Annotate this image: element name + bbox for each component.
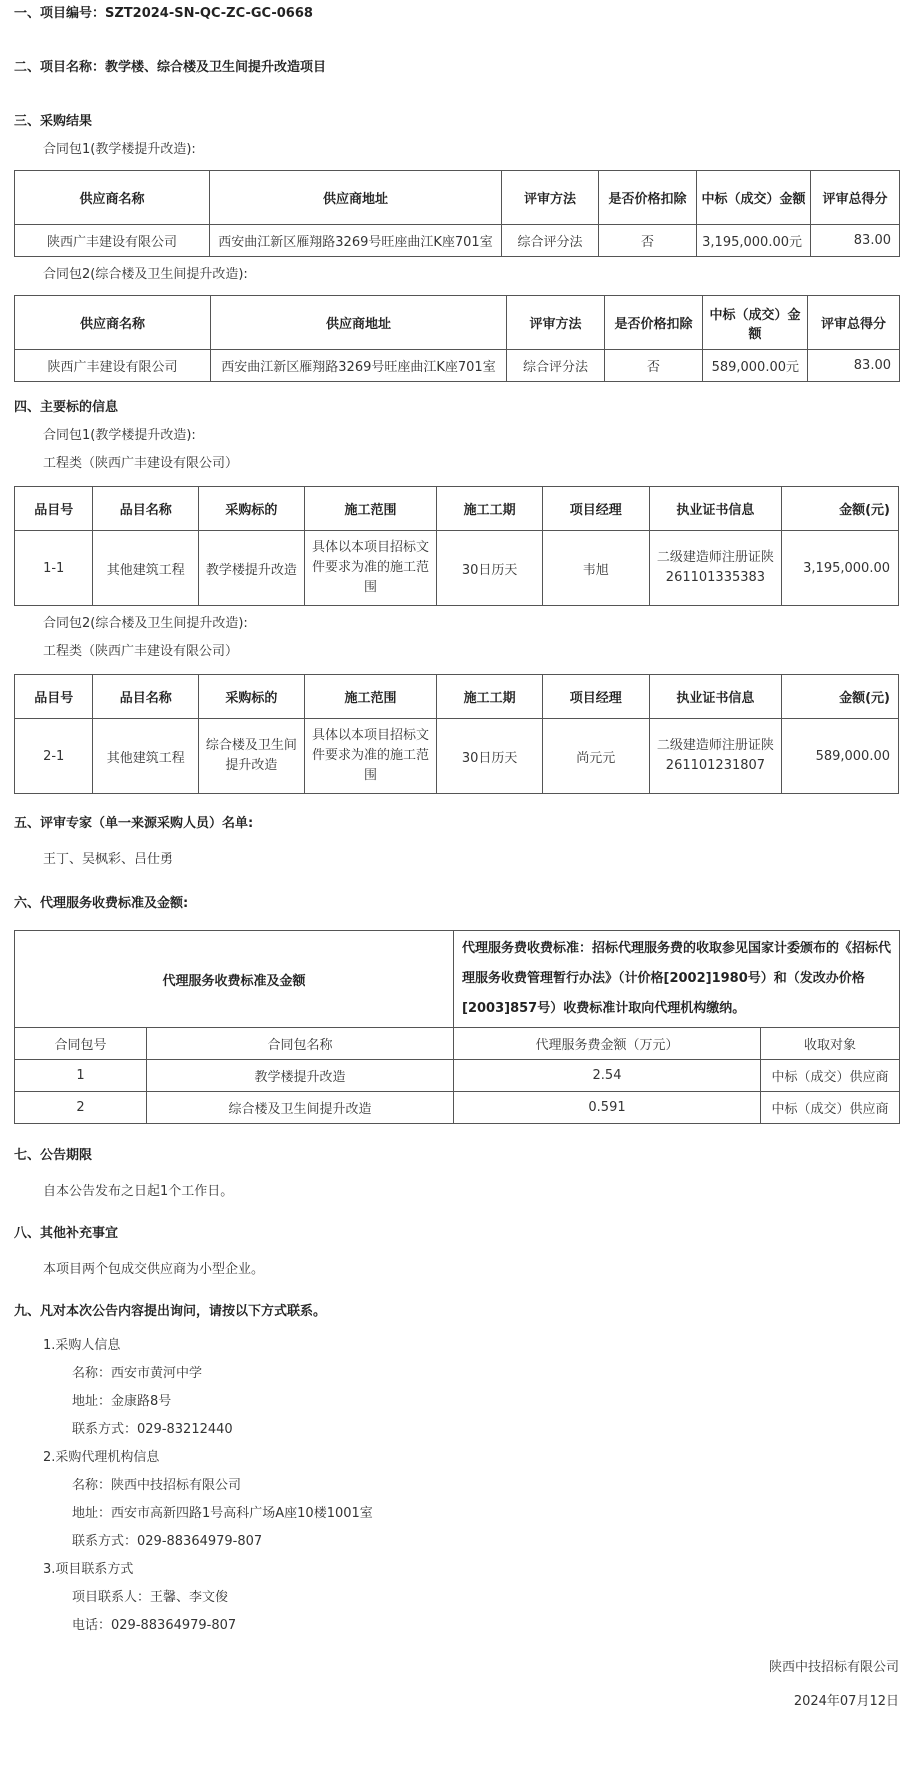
section-contact: 九、凡对本次公告内容提出询问，请按以下方式联系。 <box>14 1304 327 1319</box>
col-item-no: 品目号 <box>15 675 93 719</box>
col-charge-target: 收取对象 <box>761 1028 900 1060</box>
col-total-score: 评审总得分 <box>808 296 900 350</box>
col-supplier-name: 供应商名称 <box>15 296 211 350</box>
col-fee-amount: 代理服务费金额（万元） <box>454 1028 761 1060</box>
table-row <box>15 1060 900 1092</box>
project-number-label: 一、项目编号： <box>14 6 106 21</box>
cell-procurement-subject: 教学楼提升改造 <box>199 531 305 606</box>
col-winning-amount: 中标（成交）金额 <box>697 171 811 225</box>
cell-supplier-address: 西安曲江新区雁翔路3269号旺座曲江K座701室 <box>210 225 502 257</box>
cell-item-name: 其他建筑工程 <box>93 531 199 606</box>
fee-standard-description: 代理服务费收费标准：招标代理服务费的收取参见国家计委颁布的《招标代理服务收费管理暂行办法》（计价格[2002]1980号）和（发改办价格[2003]857号）收费标准计取向代理机构缴纳。 <box>454 931 900 1028</box>
purchaser-phone: 联系方式：029-83212440 <box>72 1422 233 1437</box>
cell-package-name: 教学楼提升改造 <box>147 1060 454 1092</box>
col-review-method: 评审方法 <box>507 296 605 350</box>
project-name-label: 二、项目名称： <box>14 60 106 75</box>
section-agency-fee: 六、代理服务收费标准及金额: <box>14 896 189 911</box>
col-winning-amount: 中标（成交）金额 <box>703 296 808 350</box>
col-construction-scope: 施工范围 <box>304 675 437 719</box>
agency-fee-table <box>14 930 900 1124</box>
package2-label: 合同包2(综合楼及卫生间提升改造): <box>43 267 248 282</box>
project-contact-persons: 项目联系人：王馨、李文俊 <box>72 1590 229 1605</box>
col-supplier-address: 供应商地址 <box>211 296 507 350</box>
project-name-value: 教学楼、综合楼及卫生间提升改造项目 <box>105 60 327 75</box>
project-contact-phone: 电话：029-88364979-807 <box>72 1618 237 1633</box>
cell-winning-amount: 3,195,000.00元 <box>697 225 811 257</box>
project-contact-title: 3.项目联系方式 <box>43 1562 134 1577</box>
package1-label: 合同包1(教学楼提升改造): <box>43 142 196 157</box>
cell-construction-scope: 具体以本项目招标文件要求为准的施工范围 <box>304 531 437 606</box>
cell-winning-amount: 589,000.00元 <box>703 350 808 382</box>
col-construction-period: 施工工期 <box>437 487 543 531</box>
package1-label: 合同包1(教学楼提升改造): <box>43 428 196 443</box>
col-procurement-subject: 采购标的 <box>199 487 305 531</box>
col-price-deduction: 是否价格扣除 <box>605 296 703 350</box>
cell-fee-amount: 0.591 <box>454 1092 761 1124</box>
project-number-value: SZT2024-SN-QC-ZC-GC-0668 <box>105 6 313 21</box>
cell-item-name: 其他建筑工程 <box>93 719 199 794</box>
project-name <box>14 54 899 82</box>
project-number <box>14 0 899 28</box>
purchaser-address: 地址：金康路8号 <box>72 1394 172 1409</box>
cell-package-name: 综合楼及卫生间提升改造 <box>147 1092 454 1124</box>
col-supplier-name: 供应商名称 <box>15 171 210 225</box>
cell-item-no: 1-1 <box>15 531 93 606</box>
agency-info-title: 2.采购代理机构信息 <box>43 1450 160 1465</box>
col-total-score: 评审总得分 <box>811 171 900 225</box>
result-table-package1 <box>14 170 900 257</box>
cell-amount: 3,195,000.00 <box>782 531 899 606</box>
col-item-name: 品目名称 <box>93 487 199 531</box>
cell-procurement-subject: 综合楼及卫生间提升改造 <box>199 719 305 794</box>
col-item-no: 品目号 <box>15 487 93 531</box>
cell-fee-amount: 2.54 <box>454 1060 761 1092</box>
cell-total-score: 83.00 <box>811 225 900 257</box>
cell-project-manager: 韦旭 <box>542 531 649 606</box>
cell-construction-period: 30日历天 <box>437 719 543 794</box>
cell-package-no: 2 <box>15 1092 147 1124</box>
col-construction-scope: 施工范围 <box>304 487 437 531</box>
cell-price-deduction: 否 <box>605 350 703 382</box>
cell-item-no: 2-1 <box>15 719 93 794</box>
col-project-manager: 项目经理 <box>542 675 649 719</box>
col-amount: 金额(元) <box>782 675 899 719</box>
table-row <box>15 1092 900 1124</box>
agency-address: 地址：西安市高新四路1号高科广场A座10楼1001室 <box>72 1506 373 1521</box>
section-main-subject-info: 四、主要标的信息 <box>14 400 119 415</box>
subject-table-package1 <box>14 486 899 606</box>
col-project-manager: 项目经理 <box>542 487 649 531</box>
footer-date: 2024年07月12日 <box>793 1694 899 1709</box>
cell-certificate-info: 二级建造师注册证陕261101335383 <box>649 531 782 606</box>
package2-label: 合同包2(综合楼及卫生间提升改造): <box>43 616 248 631</box>
col-supplier-address: 供应商地址 <box>210 171 502 225</box>
section-review-experts: 五、评审专家（单一来源采购人员）名单: <box>14 816 254 831</box>
cell-construction-period: 30日历天 <box>437 531 543 606</box>
col-certificate-info: 执业证书信息 <box>649 487 782 531</box>
cell-supplier-address: 西安曲江新区雁翔路3269号旺座曲江K座701室 <box>211 350 507 382</box>
cell-total-score: 83.00 <box>808 350 900 382</box>
col-construction-period: 施工工期 <box>437 675 543 719</box>
col-certificate-info: 执业证书信息 <box>649 675 782 719</box>
purchaser-info-title: 1.采购人信息 <box>43 1338 121 1353</box>
agency-phone: 联系方式：029-88364979-807 <box>72 1534 263 1549</box>
cell-review-method: 综合评分法 <box>507 350 605 382</box>
col-amount: 金额(元) <box>782 487 899 531</box>
package2-type: 工程类（陕西广丰建设有限公司） <box>43 644 239 659</box>
cell-certificate-info: 二级建造师注册证陕261101231807 <box>649 719 782 794</box>
section-other-matters: 八、其他补充事宜 <box>14 1226 119 1241</box>
result-table-package2 <box>14 295 900 382</box>
col-package-name: 合同包名称 <box>147 1028 454 1060</box>
cell-charge-target: 中标（成交）供应商 <box>761 1092 900 1124</box>
expert-names: 王丁、吴枫彩、吕仕勇 <box>43 852 174 867</box>
cell-review-method: 综合评分法 <box>502 225 599 257</box>
cell-supplier-name: 陕西广丰建设有限公司 <box>15 225 210 257</box>
notice-period-text: 自本公告发布之日起1个工作日。 <box>43 1184 234 1199</box>
cell-amount: 589,000.00 <box>782 719 899 794</box>
package1-type: 工程类（陕西广丰建设有限公司） <box>43 456 239 471</box>
col-price-deduction: 是否价格扣除 <box>599 171 697 225</box>
cell-price-deduction: 否 <box>599 225 697 257</box>
other-matters-text: 本项目两个包成交供应商为小型企业。 <box>43 1262 265 1277</box>
cell-project-manager: 尚元元 <box>542 719 649 794</box>
footer-organization: 陕西中技招标有限公司 <box>768 1660 899 1675</box>
cell-supplier-name: 陕西广丰建设有限公司 <box>15 350 211 382</box>
col-procurement-subject: 采购标的 <box>199 675 305 719</box>
cell-construction-scope: 具体以本项目招标文件要求为准的施工范围 <box>304 719 437 794</box>
section-procurement-result: 三、采购结果 <box>14 114 93 129</box>
section-notice-period: 七、公告期限 <box>14 1148 93 1163</box>
col-package-no: 合同包号 <box>15 1028 147 1060</box>
agency-name: 名称：陕西中技招标有限公司 <box>72 1478 242 1493</box>
purchaser-name: 名称：西安市黄河中学 <box>72 1366 203 1381</box>
cell-charge-target: 中标（成交）供应商 <box>761 1060 900 1092</box>
fee-standard-heading: 代理服务收费标准及金额 <box>15 931 454 1028</box>
subject-table-package2 <box>14 674 899 794</box>
col-item-name: 品目名称 <box>93 675 199 719</box>
cell-package-no: 1 <box>15 1060 147 1092</box>
col-review-method: 评审方法 <box>502 171 599 225</box>
